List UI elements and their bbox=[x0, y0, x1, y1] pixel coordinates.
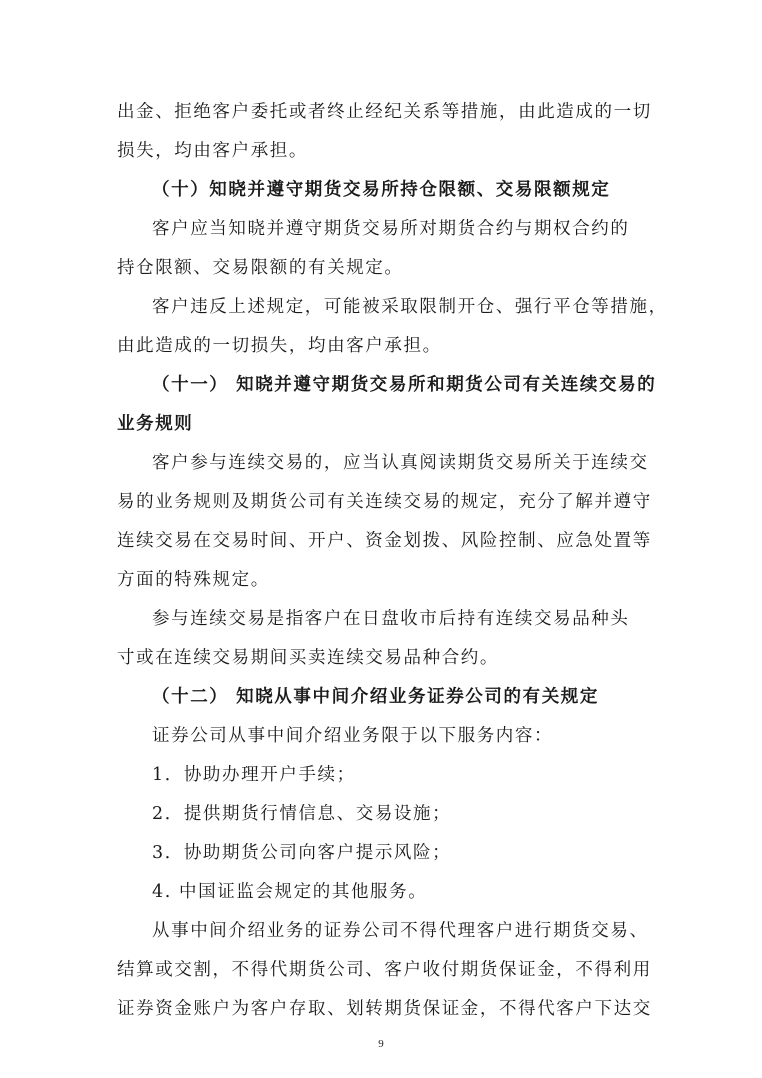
section-heading-11: （十一） 知晓并遵守期货交易所和期货公司有关连续交易的 bbox=[152, 375, 657, 395]
paragraph-line: 由此造成的一切损失，均由客户承担。 bbox=[117, 336, 442, 356]
paragraph-line: 从事中间介绍业务的证券公司不得代理客户进行期货交易、 bbox=[152, 921, 649, 941]
paragraph-line: 证券公司从事中间介绍业务限于以下服务内容： bbox=[152, 726, 554, 746]
paragraph-line: 证券资金账户为客户存取、划转期货保证金，不得代客户下达交 bbox=[117, 999, 652, 1019]
paragraph-line: 客户违反上述规定，可能被采取限制开仓、强行平仓等措施， bbox=[152, 297, 668, 317]
paragraph-line: 损失，均由客户承担。 bbox=[117, 141, 308, 161]
section-heading-11-cont: 业务规则 bbox=[117, 414, 194, 434]
section-heading-12: （十二） 知晓从事中间介绍业务证券公司的有关规定 bbox=[152, 687, 599, 707]
paragraph-line: 客户应当知晓并遵守期货交易所对期货合约与期权合约的 bbox=[152, 219, 630, 239]
paragraph-line: 客户参与连续交易的，应当认真阅读期货交易所关于连续交 bbox=[152, 453, 649, 473]
paragraph-line: 参与连续交易是指客户在日盘收市后持有连续交易品种头 bbox=[152, 609, 630, 629]
list-item: 1．协助办理开户手续； bbox=[152, 765, 356, 785]
list-item: 3．协助期货公司向客户提示风险； bbox=[152, 843, 452, 863]
paragraph-line: 连续交易在交易时间、开户、资金划拨、风险控制、应急处置等 bbox=[117, 531, 652, 551]
list-item: 2．提供期货行情信息、交易设施； bbox=[152, 804, 452, 824]
paragraph-line: 方面的特殊规定。 bbox=[117, 570, 270, 590]
section-heading-10: （十）知晓并遵守期货交易所持仓限额、交易限额规定 bbox=[152, 180, 611, 200]
paragraph-line: 寸或在连续交易期间买卖连续交易品种合约。 bbox=[117, 648, 499, 668]
list-item: 4. 中国证监会规定的其他服务。 bbox=[152, 882, 428, 902]
paragraph-line: 结算或交割，不得代期货公司、客户收付期货保证金，不得利用 bbox=[117, 960, 652, 980]
page-number: 9 bbox=[378, 1038, 384, 1050]
paragraph-line: 持仓限额、交易限额的有关规定。 bbox=[117, 258, 404, 278]
paragraph-line: 易的业务规则及期货公司有关连续交易的规定，充分了解并遵守 bbox=[117, 492, 652, 512]
paragraph-line: 出金、拒绝客户委托或者终止经纪关系等措施，由此造成的一切 bbox=[117, 102, 652, 122]
